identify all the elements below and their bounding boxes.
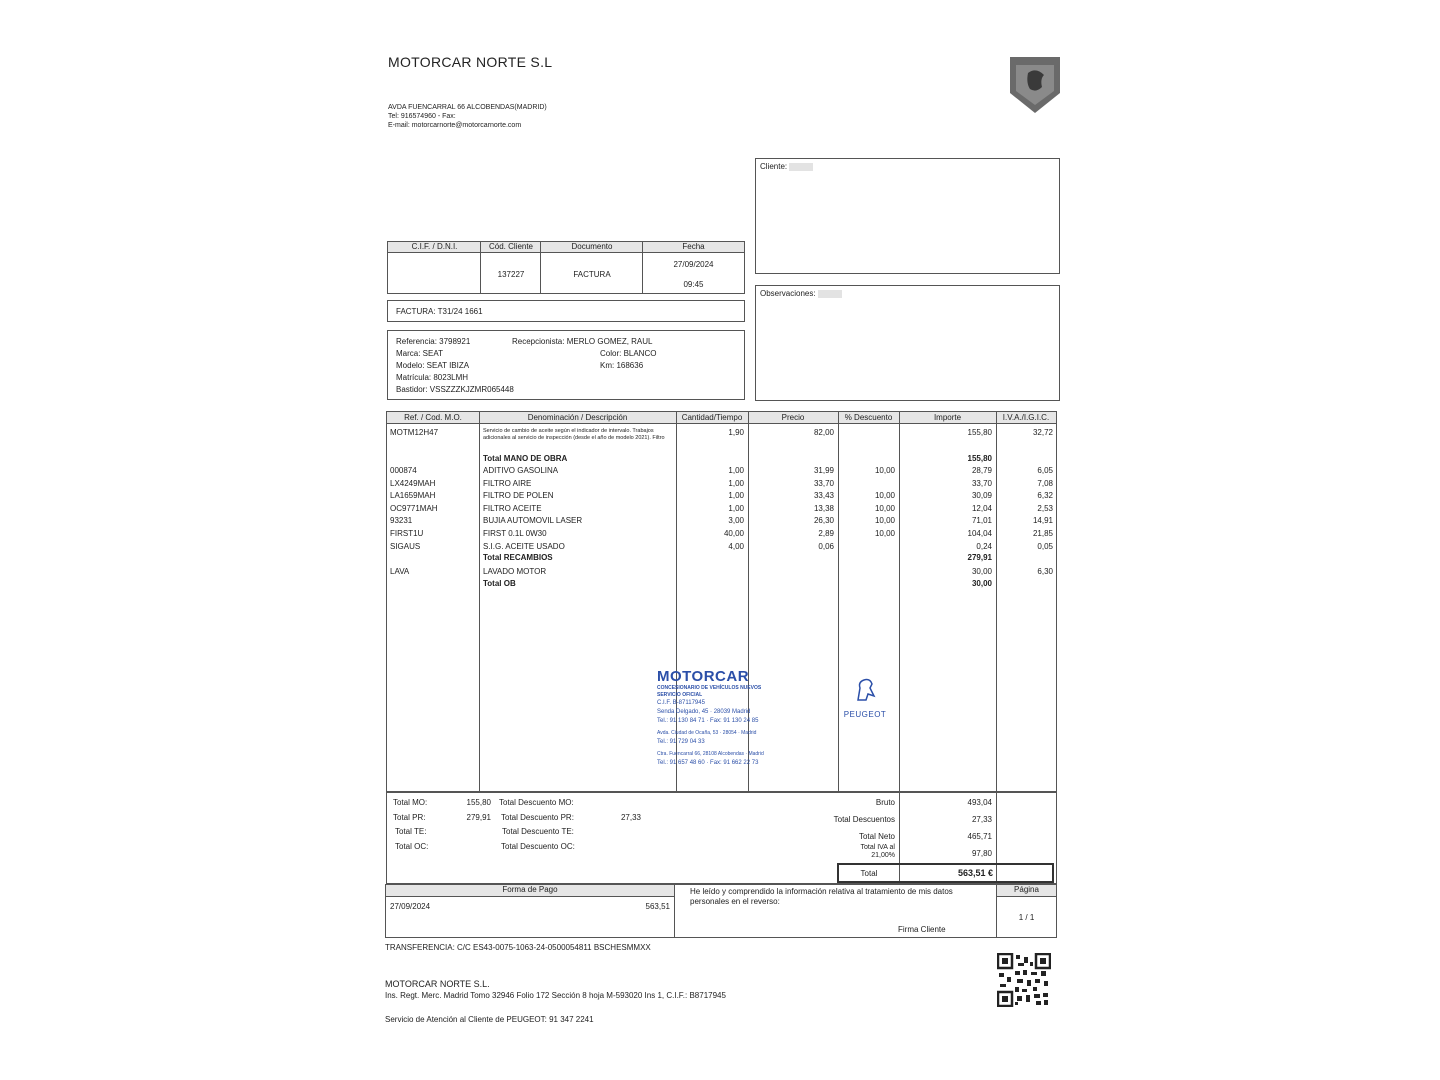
- company-address: AVDA FUENCARRAL 66 ALCOBENDAS(MADRID): [388, 104, 547, 111]
- row-9-desc: S.I.G. ACEITE USADO: [483, 542, 565, 551]
- row-7-price: 26,30: [813, 516, 834, 525]
- row-7-qty: 3,00: [728, 516, 744, 525]
- total-mo-label: Total MO:: [393, 798, 428, 807]
- payment-date: 27/09/2024: [390, 902, 431, 911]
- row-4-price: 33,70: [813, 479, 834, 488]
- row-9-amount: 0,24: [976, 542, 992, 551]
- row-8-qty: 40,00: [723, 529, 744, 538]
- vehicle-plate: Matrícula: 8023LMH: [396, 373, 469, 382]
- vehicle-vin: Bastidor: VSSZZZKJZMR065448: [396, 385, 514, 394]
- observations-label: Observaciones:: [760, 289, 816, 298]
- row-5-desc: FILTRO DE POLEN: [483, 491, 554, 500]
- payment-label: Forma de Pago: [386, 885, 674, 897]
- col-header-discount: % Descuento: [844, 413, 893, 422]
- observations-box: [755, 285, 1060, 401]
- row-6-vat: 2,53: [1037, 504, 1053, 513]
- stamp-lion-icon: [845, 674, 885, 709]
- row-1-price: 82,00: [813, 428, 834, 437]
- row-6-qty: 1,00: [728, 504, 744, 513]
- payment-box: [385, 884, 1057, 938]
- footer-company: MOTORCAR NORTE S.L.: [385, 979, 490, 989]
- row-8-amount: 104,04: [967, 529, 992, 538]
- total-mo-discount-label: Total Descuento MO:: [499, 798, 574, 807]
- row-7-amount: 71,01: [971, 516, 992, 525]
- peugeot-logo: [1006, 53, 1064, 115]
- header-document: Documento: [571, 242, 613, 251]
- document-time: 09:45: [683, 280, 704, 289]
- row-6-ref: OC9771MAH: [390, 504, 438, 513]
- document-date: 27/09/2024: [673, 260, 714, 269]
- row-9-qty: 4,00: [728, 542, 744, 551]
- company-phone: Tel: 916574960 - Fax:: [388, 113, 456, 120]
- total-net-value: 465,71: [967, 832, 992, 841]
- dealer-stamp: [657, 668, 897, 778]
- footer-registry: Ins. Regt. Merc. Madrid Tomo 32946 Folio 172 Sección 8 hoja M-593020 Ins 1, C.I.F.: B8717945: [385, 991, 726, 1000]
- stamp-line1: CONCESIONARIO DE VEHÍCULOS NUEVOS: [657, 685, 762, 691]
- row-4-amount: 33,70: [971, 479, 992, 488]
- vehicle-brand: Marca: SEAT: [396, 349, 443, 358]
- client-code: 137227: [497, 270, 525, 279]
- invoice-number: FACTURA: T31/24 1661: [396, 307, 483, 316]
- row-5-disc: 10,00: [874, 491, 895, 500]
- header-date: Fecha: [682, 242, 705, 251]
- bruto-value: 493,04: [967, 798, 992, 807]
- total-oc-label: Total OC:: [395, 842, 429, 851]
- vehicle-color: Color: BLANCO: [600, 349, 657, 358]
- total-discounts-value: 27,33: [971, 815, 992, 824]
- row-3-amount: 28,79: [971, 466, 992, 475]
- row-8-disc: 10,00: [874, 529, 895, 538]
- vehicle-km: Km: 168636: [600, 361, 644, 370]
- row-5-qty: 1,00: [728, 491, 744, 500]
- row-1-desc: Servicio de cambio de aceite según el indicador de intervalo. Trabajos adicionales al servicio de inspección (desde el año de modelo 2021). Filtro: [483, 428, 665, 441]
- row-3-desc: ADITIVO GASOLINA: [483, 466, 559, 475]
- row-11-amount: 30,00: [971, 567, 992, 576]
- row-8-price: 2,89: [818, 529, 834, 538]
- row-11-vat: 6,30: [1037, 567, 1053, 576]
- payment-amount: 563,51: [645, 902, 670, 911]
- stamp-line3: C.I.F. B-87117945: [657, 700, 705, 706]
- row-11-ref: LAVA: [390, 567, 410, 576]
- page-value: 1 / 1: [1018, 913, 1035, 922]
- invoice-number-box: [387, 300, 745, 322]
- grand-total-value: 563,51 €: [957, 868, 993, 878]
- document-type: FACTURA: [573, 270, 611, 279]
- row-4-desc: FILTRO AIRE: [483, 479, 532, 488]
- col-header-description: Denominación / Descripción: [527, 413, 628, 422]
- row-8-desc: FIRST 0.1L 0W30: [483, 529, 547, 538]
- row-8-vat: 21,85: [1032, 529, 1053, 538]
- row-12-desc: Total OB: [483, 579, 516, 588]
- row-1-qty: 1,90: [728, 428, 744, 437]
- document-info-table: [387, 241, 745, 294]
- stamp-line8: Ctra. Fuencarral 66, 28108 Alcobendas · Madrid: [657, 751, 764, 757]
- row-3-price: 31,99: [813, 466, 834, 475]
- row-9-vat: 0,05: [1037, 542, 1053, 551]
- row-7-vat: 14,91: [1032, 516, 1053, 525]
- stamp-line6: Avda. Ciudad de Ocaña, 53 · 28054 · Madrid: [657, 730, 757, 736]
- col-header-price: Precio: [781, 413, 805, 422]
- row-1-vat: 32,72: [1032, 428, 1053, 437]
- row-11-desc: LAVADO MOTOR: [483, 567, 547, 576]
- privacy-notice: He leído y comprendido la información relativa al tratamiento de mis datos personales en el reverso:: [690, 887, 953, 906]
- vehicle-receptionist: Recepcionista: MERLO GOMEZ, RAUL: [512, 337, 653, 346]
- client-box: [755, 158, 1060, 274]
- row-5-amount: 30,09: [971, 491, 992, 500]
- row-6-disc: 10,00: [874, 504, 895, 513]
- row-3-disc: 10,00: [874, 466, 895, 475]
- col-header-vat: I.V.A./I.G.I.C.: [1002, 413, 1050, 422]
- client-signature-label: Firma Cliente: [898, 925, 946, 934]
- row-8-ref: FIRST1U: [390, 529, 424, 538]
- row-7-ref: 93231: [390, 516, 413, 525]
- total-vat-value: 97,80: [971, 849, 992, 858]
- total-net-label: Total Neto: [858, 832, 895, 841]
- page-label: Página: [997, 885, 1056, 897]
- row-10-desc: Total RECAMBIOS: [483, 553, 553, 562]
- company-name: MOTORCAR NORTE S.L: [388, 54, 553, 70]
- row-9-price: 0,06: [818, 542, 834, 551]
- client-label: Cliente:: [760, 162, 788, 171]
- row-7-desc: BUJIA AUTOMOVIL LASER: [483, 516, 583, 525]
- stamp-line2: SERVICIO OFICIAL: [657, 692, 703, 698]
- row-6-price: 13,38: [813, 504, 834, 513]
- row-4-qty: 1,00: [728, 479, 744, 488]
- row-6-desc: FILTRO ACEITE: [483, 504, 542, 513]
- row-7-disc: 10,00: [874, 516, 895, 525]
- row-10-amount: 279,91: [967, 553, 992, 562]
- stamp-line5: Tel.: 91 130 84 71 · Fax: 91 130 24 85: [657, 718, 759, 724]
- grand-total-label: Total: [860, 869, 878, 878]
- vehicle-info-box: [387, 330, 745, 400]
- total-pr-value: 279,91: [466, 813, 491, 822]
- row-2-amount: 155,80: [967, 454, 992, 463]
- grand-total-box: [837, 863, 1054, 883]
- qr-code: [997, 953, 1051, 1007]
- header-cif: C.I.F. / D.N.I.: [411, 242, 458, 251]
- row-12-amount: 30,00: [971, 579, 992, 588]
- total-discounts-label: Total Descuentos: [833, 815, 895, 824]
- company-email: E-mail: motorcarnorte@motorcarnorte.com: [388, 122, 522, 129]
- row-5-vat: 6,32: [1037, 491, 1053, 500]
- totals-box: [386, 792, 1057, 884]
- row-3-vat: 6,05: [1037, 466, 1053, 475]
- total-pr-discount-value: 27,33: [620, 813, 641, 822]
- stamp-line9: Tel.: 91 657 48 60 · Fax: 91 662 22 73: [657, 760, 759, 766]
- row-9-ref: SIGAUS: [390, 542, 421, 551]
- bank-transfer: TRANSFERENCIA: C/C ES43-0075-1063-24-0500054811 BSCHESMMXX: [385, 943, 651, 952]
- row-5-price: 33,43: [813, 491, 834, 500]
- row-4-ref: LX4249MAH: [390, 479, 436, 488]
- stamp-line7: Tel.: 91 729 04 33: [657, 739, 705, 745]
- row-4-vat: 7,08: [1037, 479, 1053, 488]
- row-1-amount: 155,80: [967, 428, 992, 437]
- total-te-discount-label: Total Descuento TE:: [502, 827, 574, 836]
- total-te-label: Total TE:: [395, 827, 427, 836]
- total-vat-label: Total IVA al 21,00%: [860, 844, 895, 859]
- row-1-ref: MOTM12H47: [390, 428, 439, 437]
- bruto-label: Bruto: [875, 798, 895, 807]
- total-pr-discount-label: Total Descuento PR:: [501, 813, 574, 822]
- col-header-ref: Ref. / Cod. M.O.: [404, 413, 462, 422]
- col-header-amount: Importe: [933, 413, 962, 422]
- vehicle-model: Modelo: SEAT IBIZA: [396, 361, 470, 370]
- stamp-peugeot: PEUGEOT: [843, 710, 887, 719]
- stamp-line4: Senda Delgado, 45 · 28039 Madrid: [657, 709, 751, 715]
- total-mo-value: 155,80: [466, 798, 491, 807]
- footer-service: Servicio de Atención al Cliente de PEUGEOT: 91 347 2241: [385, 1015, 594, 1024]
- row-3-ref: 000874: [390, 466, 417, 475]
- row-3-qty: 1,00: [728, 466, 744, 475]
- vehicle-reference: Referencia: 3798921: [396, 337, 471, 346]
- header-client-code: Cód. Cliente: [488, 242, 534, 251]
- stamp-brand: MOTORCAR: [657, 668, 750, 685]
- row-2-desc: Total MANO DE OBRA: [483, 454, 568, 463]
- total-pr-label: Total PR:: [393, 813, 426, 822]
- row-6-amount: 12,04: [971, 504, 992, 513]
- row-5-ref: LA1659MAH: [390, 491, 436, 500]
- col-header-quantity: Cantidad/Tiempo: [681, 413, 743, 422]
- total-oc-discount-label: Total Descuento OC:: [501, 842, 575, 851]
